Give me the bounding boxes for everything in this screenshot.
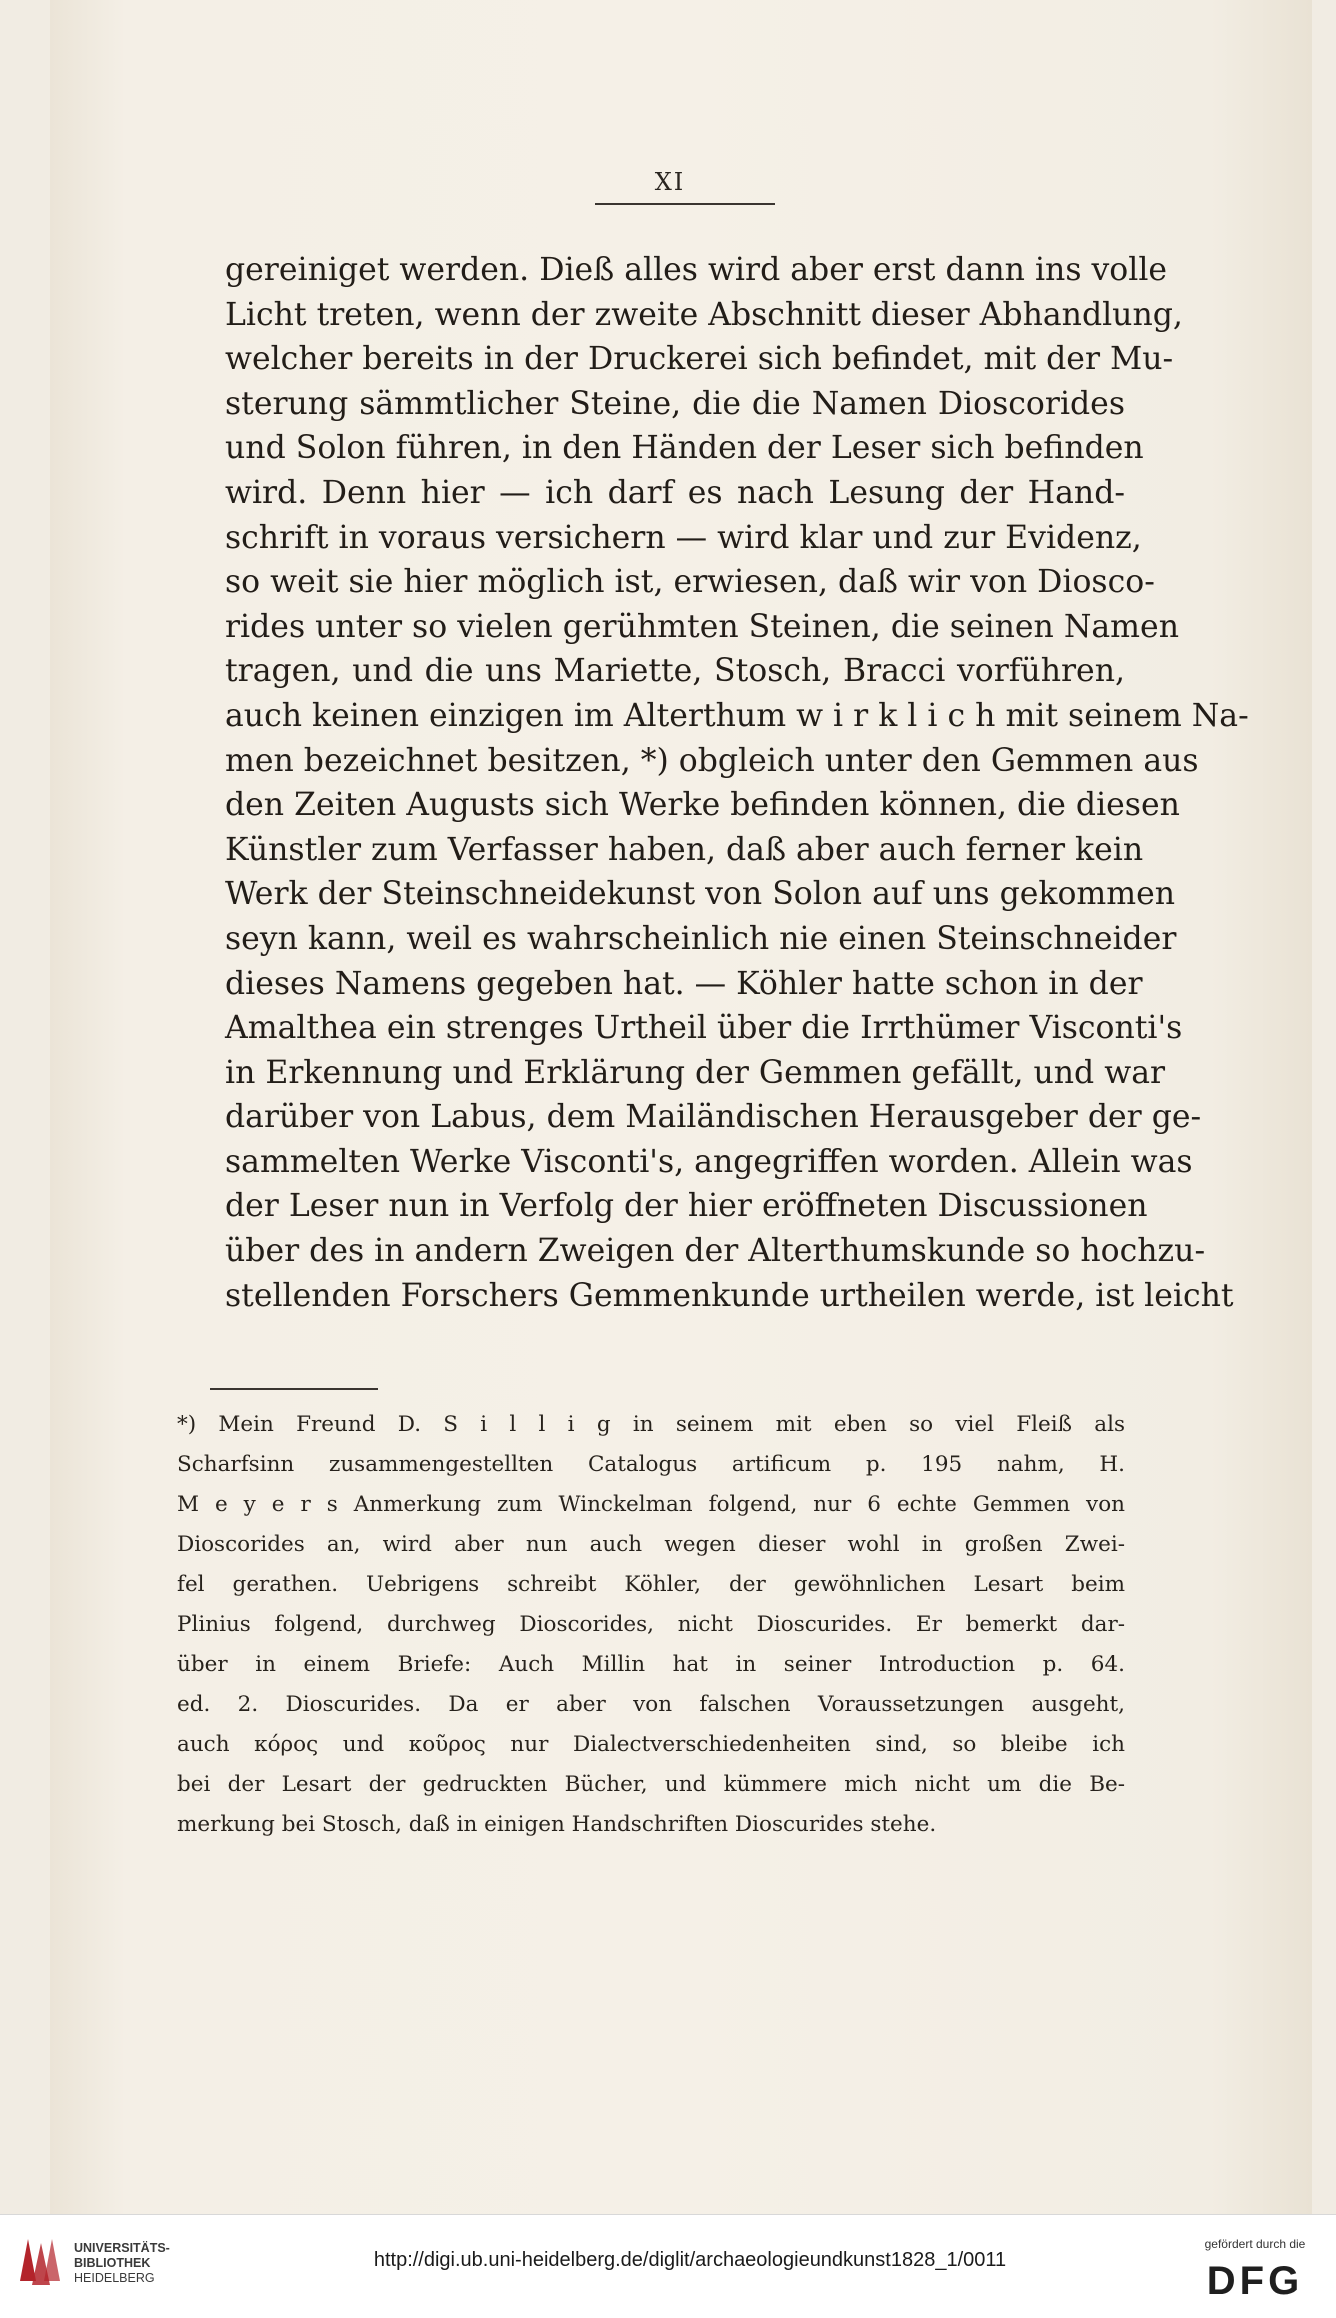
footnote-line: bei der Lesart der gedruckten Bücher, und kümmere mich nicht um die Be- [177,1772,1125,1797]
text-line: Künstler zum Verfasser haben, daß aber auch ferner kein [225,831,1144,868]
dfg-logo: DFG [1206,2259,1304,2303]
text-line: sterung sämmtlicher Steine, die die Namen Dioscorides [225,385,1125,422]
library-name-line: BIBLIOTHEK [74,2256,151,2270]
text-line: tragen, und die uns Mariette, Stosch, Bracci vorführen, [225,653,1125,690]
text-line: men bezeichnet besitzen, *) obgleich unter den Gemmen aus [225,742,1199,779]
text-line: schrift in voraus versichern — wird klar und zur Evidenz, [225,519,1142,556]
funded-by-label: gefördert durch die [1204,2237,1306,2251]
text-line: Werk der Steinschneidekunst von Solon auf uns gekommen [225,876,1176,913]
footnote-line: fel gerathen. Uebrigens schreibt Köhler, der gewöhnlichen Lesart beim [177,1572,1125,1597]
page-number: XI [654,168,686,196]
text-line: welcher bereits in der Druckerei sich befindet, mit der Mu- [225,341,1174,378]
footnote-rule [210,1388,378,1390]
header-rule [595,203,775,205]
viewer-footer [0,2214,1336,2318]
text-line: der Leser nun in Verfolg der hier eröffneten Discussionen [225,1188,1148,1225]
footnote-line: Dioscorides an, wird aber nun auch wegen dieser wohl in großen Zwei- [177,1532,1125,1557]
text-line: dieses Namens gegeben hat. — Köhler hatte schon in der [225,965,1143,1002]
library-name-line: UNIVERSITÄTS- [74,2241,170,2255]
text-line: und Solon führen, in den Händen der Leser sich befinden [225,430,1144,467]
footnote [177,1405,1125,1845]
text-line: gereiniget werden. Dieß alles wird aber erst dann ins volle [225,252,1168,288]
source-url-link[interactable]: http://digi.ub.uni-heidelberg.de/diglit/archaeologieundkunst1828_1/0011 [373,2249,1007,2271]
text-line: Amalthea ein strenges Urtheil über die Irrthümer Visconti's [225,1010,1183,1047]
text-line: stellenden Forschers Gemmenkunde urtheilen werde, ist leicht [225,1277,1234,1314]
text-line: auch keinen einzigen im Alterthum w i r k l i c h mit seinem Na- [225,697,1249,734]
university-library-logo-icon [14,2233,66,2291]
book-page [50,0,1312,2214]
library-name [74,2241,170,2286]
library-name-line: HEIDELBERG [74,2271,155,2285]
text-line: seyn kann, weil es wahrscheinlich nie einen Steinschneider [225,920,1177,957]
footnote-line: Scharfsinn zusammengestellten Catalogus artificum p. 195 nahm, H. [177,1452,1125,1477]
footnote-line: *) Mein Freund D. S i l l i g in seinem mit eben so viel Fleiß als [177,1412,1125,1437]
text-line: sammelten Werke Visconti's, angegriffen worden. Allein was [225,1143,1193,1180]
text-line: wird. Denn hier — ich darf es nach Lesung der Hand- [225,474,1125,511]
footnote-line: ed. 2. Dioscurides. Da er aber von falschen Voraussetzungen ausgeht, [177,1692,1125,1717]
footnote-line: über in einem Briefe: Auch Millin hat in seiner Introduction p. 64. [177,1652,1125,1677]
text-line: so weit sie hier möglich ist, erwiesen, daß wir von Diosco- [225,564,1155,601]
text-line: den Zeiten Augusts sich Werke befinden können, die diesen [225,787,1180,824]
text-line: rides unter so vielen gerühmten Steinen, die seinen Namen [225,608,1179,645]
main-text [225,248,1249,1318]
text-line: Licht treten, wenn der zweite Abschnitt dieser Abhandlung, [225,296,1183,333]
footnote-line: M e y e r s Anmerkung zum Winckelman folgend, nur 6 echte Gemmen von [177,1492,1125,1517]
footnote-line: Plinius folgend, durchweg Dioscorides, nicht Dioscurides. Er bemerkt dar- [177,1612,1125,1637]
footnote-line: auch κόρος und κοῦρος nur Dialectverschiedenheiten sind, so bleibe ich [177,1732,1125,1757]
text-line: darüber von Labus, dem Mailändischen Herausgeber der ge- [225,1099,1202,1136]
text-line: über des in andern Zweigen der Alterthumskunde so hochzu- [225,1233,1206,1270]
footnote-line: merkung bei Stosch, daß in einigen Handschriften Dioscurides stehe. [177,1812,937,1837]
text-line: in Erkennung und Erklärung der Gemmen gefällt, und war [225,1054,1166,1091]
